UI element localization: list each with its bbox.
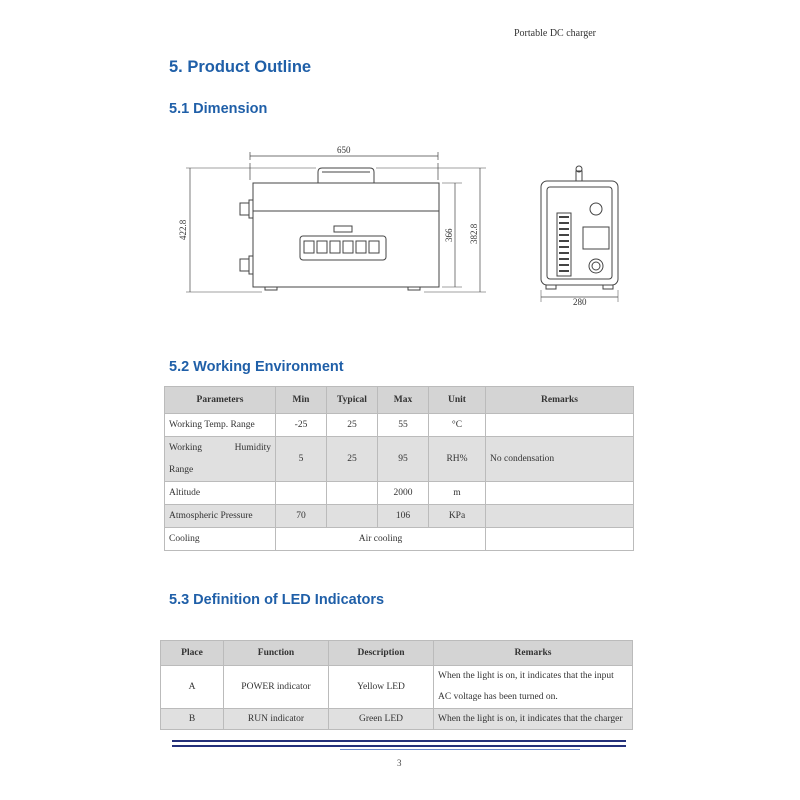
cell-param: Altitude (165, 482, 276, 505)
dimension-drawing (0, 0, 800, 360)
left-connector-bottom (240, 259, 249, 271)
table-row (165, 437, 634, 482)
param-word-3: Range (169, 465, 194, 475)
handle (318, 168, 374, 183)
dim-height-right-label: 382.8 (469, 223, 479, 244)
cell-max: 2000 (378, 482, 429, 505)
cell-function: POWER indicator (224, 666, 329, 709)
section-title-dimension: 5.1 Dimension (169, 101, 268, 117)
cell-min: -25 (276, 414, 327, 437)
table-header-row (161, 641, 633, 666)
cell-typical (327, 505, 378, 528)
footer-rule (172, 745, 626, 747)
cell-remarks (434, 666, 633, 709)
cell-min: 5 (276, 437, 327, 482)
cell-max: 55 (378, 414, 429, 437)
col-header-typical: Typical (327, 387, 378, 414)
col-header-max: Max (378, 387, 429, 414)
param-word-2: Humidity (234, 443, 271, 453)
cell-remarks (486, 414, 634, 437)
col-header-remarks: Remarks (434, 641, 633, 666)
cell-max: 106 (378, 505, 429, 528)
cell-max: 95 (378, 437, 429, 482)
col-header-remarks: Remarks (486, 387, 634, 414)
cell-description: Green LED (329, 709, 434, 730)
section-title-product-outline: 5. Product Outline (169, 58, 312, 76)
cell-typical (327, 482, 378, 505)
cell-min (276, 482, 327, 505)
dim-height-inner-label: 366 (444, 228, 454, 242)
dim-depth-label: 280 (573, 297, 587, 307)
col-header-function: Function (224, 641, 329, 666)
table-row (165, 414, 634, 437)
cell-unit: KPa (429, 505, 486, 528)
table-row (161, 666, 633, 709)
col-header-min: Min (276, 387, 327, 414)
side-screen (583, 227, 609, 249)
cell-description: Yellow LED (329, 666, 434, 709)
side-view-body (541, 181, 618, 285)
cell-unit: m (429, 482, 486, 505)
cell-typical: 25 (327, 437, 378, 482)
footer-rule (172, 740, 626, 742)
led-indicators-table (160, 640, 633, 730)
cell-param (165, 437, 276, 482)
front-view-body (253, 183, 439, 287)
left-connector-top (240, 203, 249, 215)
table-row (165, 528, 634, 551)
col-header-place: Place (161, 641, 224, 666)
cell-remarks (486, 505, 634, 528)
param-word-1: Working (169, 443, 203, 453)
table-row (165, 482, 634, 505)
footer-rule-accent (340, 749, 580, 750)
cell-place: A (161, 666, 224, 709)
table-row (161, 709, 633, 730)
cell-remarks: No condensation (486, 437, 634, 482)
cell-param: Working Temp. Range (165, 414, 276, 437)
dim-width-label: 650 (337, 145, 351, 155)
table-header-row (165, 387, 634, 414)
side-connector-bottom (589, 259, 603, 273)
cell-place: B (161, 709, 224, 730)
col-header-parameters: Parameters (165, 387, 276, 414)
cell-typical: 25 (327, 414, 378, 437)
cell-remarks (486, 482, 634, 505)
remarks-line-2: AC voltage has been turned on. (438, 692, 558, 702)
col-header-unit: Unit (429, 387, 486, 414)
remarks-line-1: When the light is on, it indicates that the input (438, 671, 614, 681)
cell-remarks (486, 528, 634, 551)
cell-unit: RH% (429, 437, 486, 482)
cell-merged-value: Air cooling (276, 528, 486, 551)
page-number: 3 (397, 758, 402, 768)
cell-param: Cooling (165, 528, 276, 551)
cell-param: Atmospheric Pressure (165, 505, 276, 528)
working-environment-table (164, 386, 634, 551)
cell-remarks: When the light is on, it indicates that the charger (434, 709, 633, 730)
table-row (165, 505, 634, 528)
cell-function: RUN indicator (224, 709, 329, 730)
cell-min: 70 (276, 505, 327, 528)
col-header-description: Description (329, 641, 434, 666)
cell-unit: °C (429, 414, 486, 437)
running-title: Portable DC charger (514, 28, 597, 39)
dim-height-left-label: 422.8 (178, 219, 188, 240)
section-title-led-indicators: 5.3 Definition of LED Indicators (169, 592, 385, 608)
side-connector-top (590, 203, 602, 215)
section-title-working-environment: 5.2 Working Environment (169, 359, 344, 375)
